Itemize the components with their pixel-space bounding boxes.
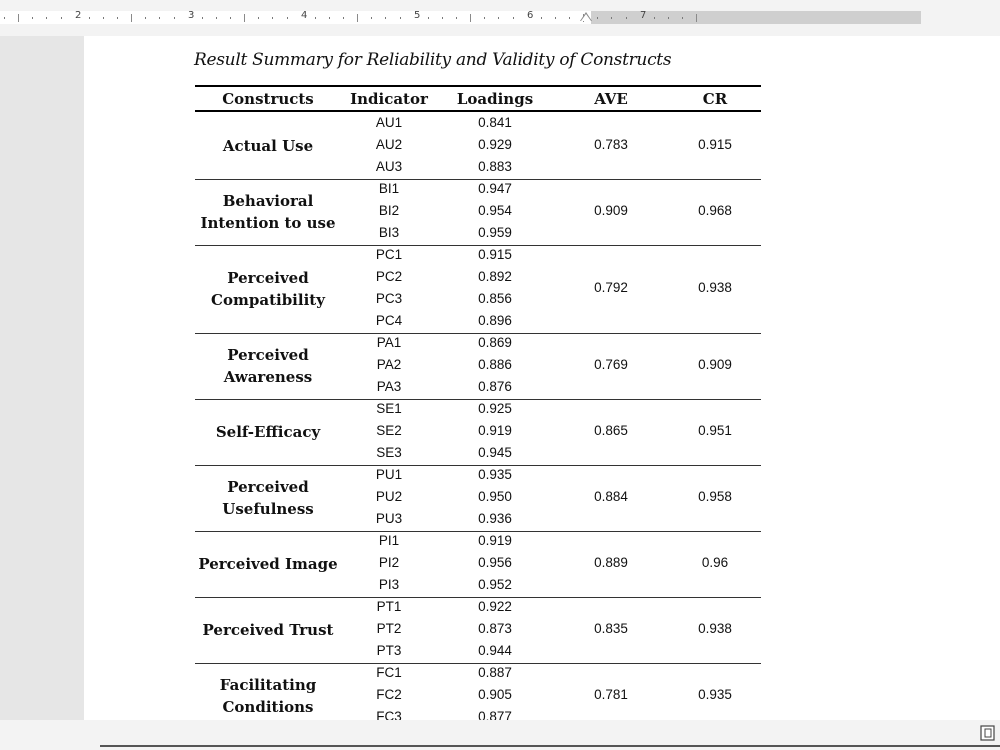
ruler-tick: [442, 17, 443, 19]
construct-group: [195, 179, 761, 246]
ruler-tick: [287, 17, 288, 19]
construct-name: Perceived Trust: [202, 621, 334, 639]
ruler-tick: [428, 17, 429, 19]
ave-cell: 0.792: [594, 280, 628, 295]
header-indicator: Indicator: [350, 90, 428, 108]
indicator-cell: PU2: [375, 489, 403, 504]
loading-cell: 0.905: [478, 687, 512, 702]
ruler-tick: [202, 17, 203, 19]
indicator-cell: PT1: [376, 599, 402, 614]
ruler-tick: [174, 17, 175, 19]
ave-cell: 0.884: [594, 489, 628, 504]
ave-cell: 0.835: [594, 621, 628, 636]
loading-cell: 0.896: [478, 313, 512, 328]
indicator-cell: BI2: [378, 203, 400, 218]
indicator-cell: AU3: [375, 159, 403, 174]
loading-cell: 0.873: [478, 621, 512, 636]
table-top-rule: [195, 85, 761, 87]
indicator-cell: PA1: [376, 335, 402, 350]
indicator-cell: BI1: [378, 181, 400, 196]
construct-group: [195, 113, 761, 180]
loading-cell: 0.947: [478, 181, 512, 196]
cr-cell: 0.938: [698, 621, 732, 636]
loading-cell: 0.877: [478, 709, 512, 720]
ruler-number: 4: [301, 10, 308, 21]
ruler-tick: [626, 17, 627, 19]
indicator-cell: PC1: [375, 247, 403, 262]
cr-cell: 0.909: [698, 357, 732, 372]
indicator-cell: PI1: [378, 533, 400, 548]
loading-cell: 0.869: [478, 335, 512, 350]
cr-cell: 0.938: [698, 280, 732, 295]
indicator-cell: PC3: [375, 291, 403, 306]
ave-cell: 0.889: [594, 555, 628, 570]
indicator-cell: PU3: [375, 511, 403, 526]
ruler-tick: [569, 17, 570, 19]
cr-cell: 0.958: [698, 489, 732, 504]
construct-group: [195, 597, 761, 664]
construct-name: Behavioral Intention to use: [200, 192, 336, 232]
cr-cell: 0.935: [698, 687, 732, 702]
loading-cell: 0.950: [478, 489, 512, 504]
indicator-cell: SE1: [376, 401, 402, 416]
ruler-tick: [159, 17, 160, 19]
loading-cell: 0.959: [478, 225, 512, 240]
loading-cell: 0.925: [478, 401, 512, 416]
construct-group: [195, 333, 761, 400]
cr-cell: 0.968: [698, 203, 732, 218]
status-divider: [100, 745, 1000, 747]
loading-cell: 0.954: [478, 203, 512, 218]
ruler-tick: [668, 17, 669, 19]
loading-cell: 0.945: [478, 445, 512, 460]
construct-name: Perceived Compatibility: [211, 269, 325, 309]
table-header-row: [195, 88, 761, 112]
indicator-cell: PI2: [378, 555, 400, 570]
ruler-tick: [400, 17, 401, 19]
ave-cell: 0.783: [594, 137, 628, 152]
ruler-tick: [61, 17, 62, 19]
ruler-tick: [244, 14, 245, 22]
table-caption: Result Summary for Reliability and Validity of Constructs: [194, 50, 672, 70]
ruler-tick: [555, 17, 556, 19]
ave-cell: 0.865: [594, 423, 628, 438]
header-ave: AVE: [594, 90, 628, 108]
page-layout-icon[interactable]: [978, 723, 998, 743]
loading-cell: 0.936: [478, 511, 512, 526]
loading-cell: 0.887: [478, 665, 512, 680]
ruler-tick: [456, 17, 457, 19]
indicator-cell: AU1: [375, 115, 403, 130]
loading-cell: 0.841: [478, 115, 512, 130]
indicator-cell: PA2: [376, 357, 402, 372]
construct-group: [195, 531, 761, 598]
ruler-tick: [117, 17, 118, 19]
loading-cell: 0.886: [478, 357, 512, 372]
horizontal-ruler[interactable]: [0, 0, 1000, 36]
ruler-tick: [216, 17, 217, 19]
ruler-tick: [18, 14, 19, 22]
loading-cell: 0.892: [478, 269, 512, 284]
header-constructs: Constructs: [222, 90, 314, 108]
ruler-tick: [541, 17, 542, 19]
ruler-tick: [513, 17, 514, 19]
ruler-tick: [597, 17, 598, 19]
ruler-tick: [145, 17, 146, 19]
ruler-tick: [131, 14, 132, 22]
ruler-tick: [470, 14, 471, 22]
construct-group: [195, 663, 761, 720]
indicator-cell: PC4: [375, 313, 403, 328]
ruler-tick: [46, 17, 47, 19]
indicator-cell: PT3: [376, 643, 402, 658]
ruler-tick: [230, 17, 231, 19]
header-loadings: Loadings: [456, 90, 534, 108]
ave-cell: 0.781: [594, 687, 628, 702]
loading-cell: 0.856: [478, 291, 512, 306]
ruler-tick: [696, 14, 697, 22]
construct-name: Perceived Image: [198, 555, 338, 573]
indicator-cell: SE3: [376, 445, 402, 460]
ruler-number: 2: [75, 10, 82, 21]
construct-name: Self-Efficacy: [215, 423, 321, 441]
indicator-cell: FC2: [376, 687, 402, 702]
ruler-number: 5: [414, 10, 421, 21]
ruler-tick: [103, 17, 104, 19]
indicator-cell: PU1: [375, 467, 403, 482]
right-indent-marker[interactable]: [580, 12, 592, 21]
ruler-number: 3: [188, 10, 195, 21]
construct-name: Perceived Usefulness: [222, 478, 314, 518]
construct-name: Facilitating Conditions: [219, 676, 317, 716]
ruler-tick: [611, 17, 612, 19]
ruler-tick: [371, 17, 372, 19]
indicator-cell: PT2: [376, 621, 402, 636]
ruler-tick: [89, 17, 90, 19]
loading-cell: 0.956: [478, 555, 512, 570]
cr-cell: 0.951: [698, 423, 732, 438]
construct-group: [195, 399, 761, 466]
cr-cell: 0.915: [698, 137, 732, 152]
indicator-cell: PI3: [378, 577, 400, 592]
indicator-cell: SE2: [376, 423, 402, 438]
loading-cell: 0.876: [478, 379, 512, 394]
ruler-tick: [357, 14, 358, 22]
document-page[interactable]: [84, 36, 1000, 720]
indicator-cell: AU2: [375, 137, 403, 152]
ave-cell: 0.769: [594, 357, 628, 372]
cr-cell: 0.96: [701, 555, 729, 570]
indicator-cell: PA3: [376, 379, 402, 394]
loading-cell: 0.929: [478, 137, 512, 152]
construct-name: Actual Use: [222, 137, 314, 155]
loading-cell: 0.919: [478, 533, 512, 548]
ave-cell: 0.909: [594, 203, 628, 218]
header-cr: CR: [702, 90, 728, 108]
ruler-number: 6: [527, 10, 534, 21]
ruler-tick: [4, 17, 5, 19]
ruler-tick: [484, 17, 485, 19]
ruler-tick: [272, 17, 273, 19]
ruler-tick: [258, 17, 259, 19]
construct-name: Perceived Awareness: [223, 346, 313, 386]
ruler-tick: [385, 17, 386, 19]
ruler-tick: [343, 17, 344, 19]
indicator-cell: BI3: [378, 225, 400, 240]
indicator-cell: FC3: [376, 709, 402, 720]
loading-cell: 0.935: [478, 467, 512, 482]
construct-group: [195, 465, 761, 532]
loading-cell: 0.922: [478, 599, 512, 614]
loading-cell: 0.919: [478, 423, 512, 438]
loading-cell: 0.883: [478, 159, 512, 174]
ruler-tick: [329, 17, 330, 19]
indicator-cell: PC2: [375, 269, 403, 284]
ruler-tick: [315, 17, 316, 19]
construct-group: [195, 245, 761, 334]
indicator-cell: FC1: [376, 665, 402, 680]
ruler-tick: [682, 17, 683, 19]
loading-cell: 0.915: [478, 247, 512, 262]
ruler-tick: [654, 17, 655, 19]
loading-cell: 0.952: [478, 577, 512, 592]
ruler-tick: [32, 17, 33, 19]
loading-cell: 0.944: [478, 643, 512, 658]
ruler-number: 7: [640, 10, 647, 21]
ruler-tick: [498, 17, 499, 19]
